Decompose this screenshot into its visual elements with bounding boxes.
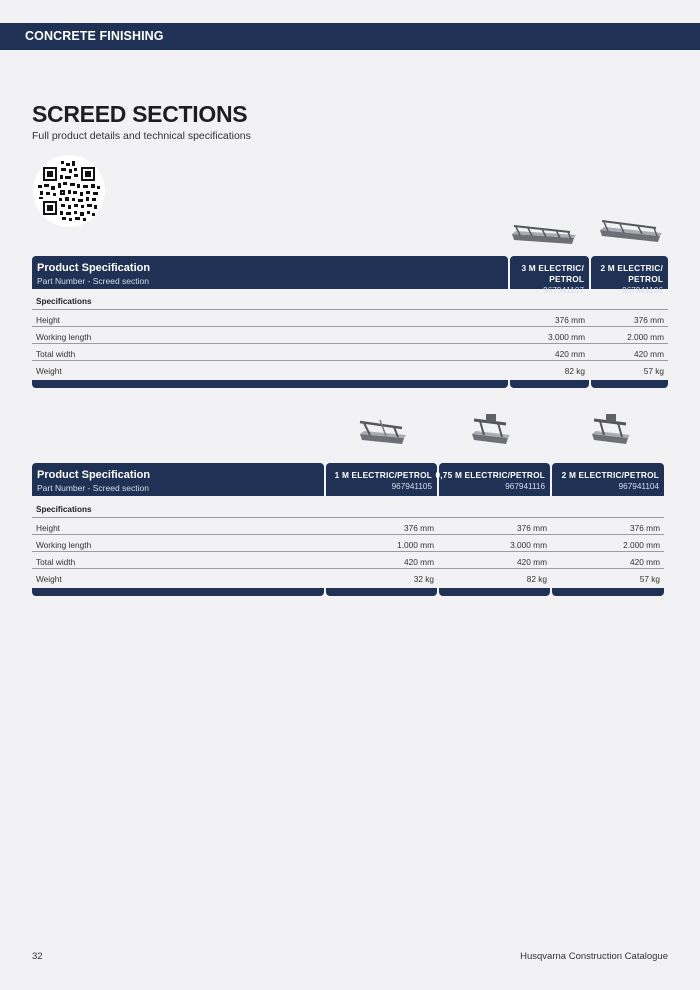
row-value: 376 mm <box>404 523 434 533</box>
row-value: 420 mm <box>634 349 664 359</box>
table1-footer-bar <box>591 380 668 388</box>
row-value: 3.000 mm <box>510 540 547 550</box>
row-value: 376 mm <box>634 315 664 325</box>
table-row <box>32 552 664 569</box>
table-row <box>32 569 664 586</box>
page-title: SCREED SECTIONS <box>32 101 248 127</box>
part-number: 967941116 <box>505 482 545 491</box>
qr-code-icon[interactable] <box>33 155 105 227</box>
row-value: 376 mm <box>630 523 660 533</box>
row-label: Working length <box>36 540 92 550</box>
column-name: PETROL <box>549 274 584 284</box>
table1-footer-bar <box>510 380 589 388</box>
table-row <box>32 327 668 344</box>
table1-column-header <box>591 256 668 295</box>
table1-header-title: Product Specification <box>37 262 151 274</box>
row-value: 376 mm <box>555 315 585 325</box>
section-banner-label: CONCRETE FINISHING <box>25 29 164 43</box>
column-name: PETROL <box>628 274 663 284</box>
row-value: 2.000 mm <box>623 540 660 550</box>
table-row <box>32 344 668 361</box>
catalogue-title: Husqvarna Construction Catalogue <box>520 951 668 962</box>
page-number: 32 <box>32 951 43 962</box>
screed-section-image <box>508 218 580 248</box>
row-value: 82 kg <box>526 574 547 584</box>
row-label: Weight <box>36 574 62 584</box>
row-value: 32 kg <box>413 574 434 584</box>
column-name: 0,75 M ELECTRIC/PETROL <box>435 470 545 480</box>
row-value: 376 mm <box>517 523 547 533</box>
row-label: Working length <box>36 332 92 342</box>
row-value: 57 kg <box>643 366 664 376</box>
row-value: 1.000 mm <box>397 540 434 550</box>
table2-footer-bar <box>326 588 437 596</box>
screed-section-image <box>354 414 412 450</box>
table1-header-title-cell <box>32 256 508 289</box>
specifications-label: Specifications <box>36 505 92 514</box>
row-label: Total width <box>36 349 76 359</box>
part-number: 967941104 <box>618 482 659 491</box>
screed-section-image <box>586 410 636 450</box>
row-value: 420 mm <box>517 557 547 567</box>
row-label: Total width <box>36 557 76 567</box>
column-name: 2 M ELECTRIC/PETROL <box>561 470 659 480</box>
table2-header-subtitle: Part Number - Screed section <box>37 483 149 493</box>
table1-footer-bar <box>32 380 508 388</box>
part-number: 967941106 <box>622 285 663 295</box>
table2-footer-bar <box>32 588 324 596</box>
specifications-label: Specifications <box>36 297 92 306</box>
table-row <box>32 535 664 552</box>
screed-section-image <box>596 214 666 246</box>
page-subtitle: Full product details and technical specifications <box>32 130 251 142</box>
column-name: 1 M ELECTRIC/PETROL <box>334 470 432 480</box>
table2-footer-bar <box>439 588 550 596</box>
column-name: 3 M ELECTRIC/ <box>521 263 584 273</box>
table2-column-header <box>435 463 550 496</box>
row-value: 420 mm <box>555 349 585 359</box>
table1-header-subtitle: Part Number - Screed section <box>37 276 149 286</box>
row-value: 2.000 mm <box>627 332 664 342</box>
table2-column-header <box>552 463 664 496</box>
row-value: 420 mm <box>404 557 434 567</box>
table2-header-title-cell <box>32 463 324 496</box>
table2-footer-bar <box>552 588 664 596</box>
column-name: 2 M ELECTRIC/ <box>600 263 663 273</box>
section-banner <box>0 23 700 50</box>
part-number: 967941105 <box>391 482 432 491</box>
row-label: Weight <box>36 366 62 376</box>
row-label: Height <box>36 315 60 325</box>
row-value: 420 mm <box>630 557 660 567</box>
row-value: 57 kg <box>639 574 660 584</box>
screed-section-image <box>466 410 516 450</box>
row-value: 82 kg <box>564 366 585 376</box>
table-row <box>32 361 668 378</box>
row-value: 3.000 mm <box>548 332 585 342</box>
row-label: Height <box>36 523 60 533</box>
table-row <box>32 518 664 535</box>
table-row <box>32 310 668 327</box>
part-number: 967941107 <box>543 285 584 295</box>
table2-header-title: Product Specification <box>37 469 151 481</box>
table1-column-header <box>510 256 589 295</box>
table2-column-header <box>326 463 437 496</box>
